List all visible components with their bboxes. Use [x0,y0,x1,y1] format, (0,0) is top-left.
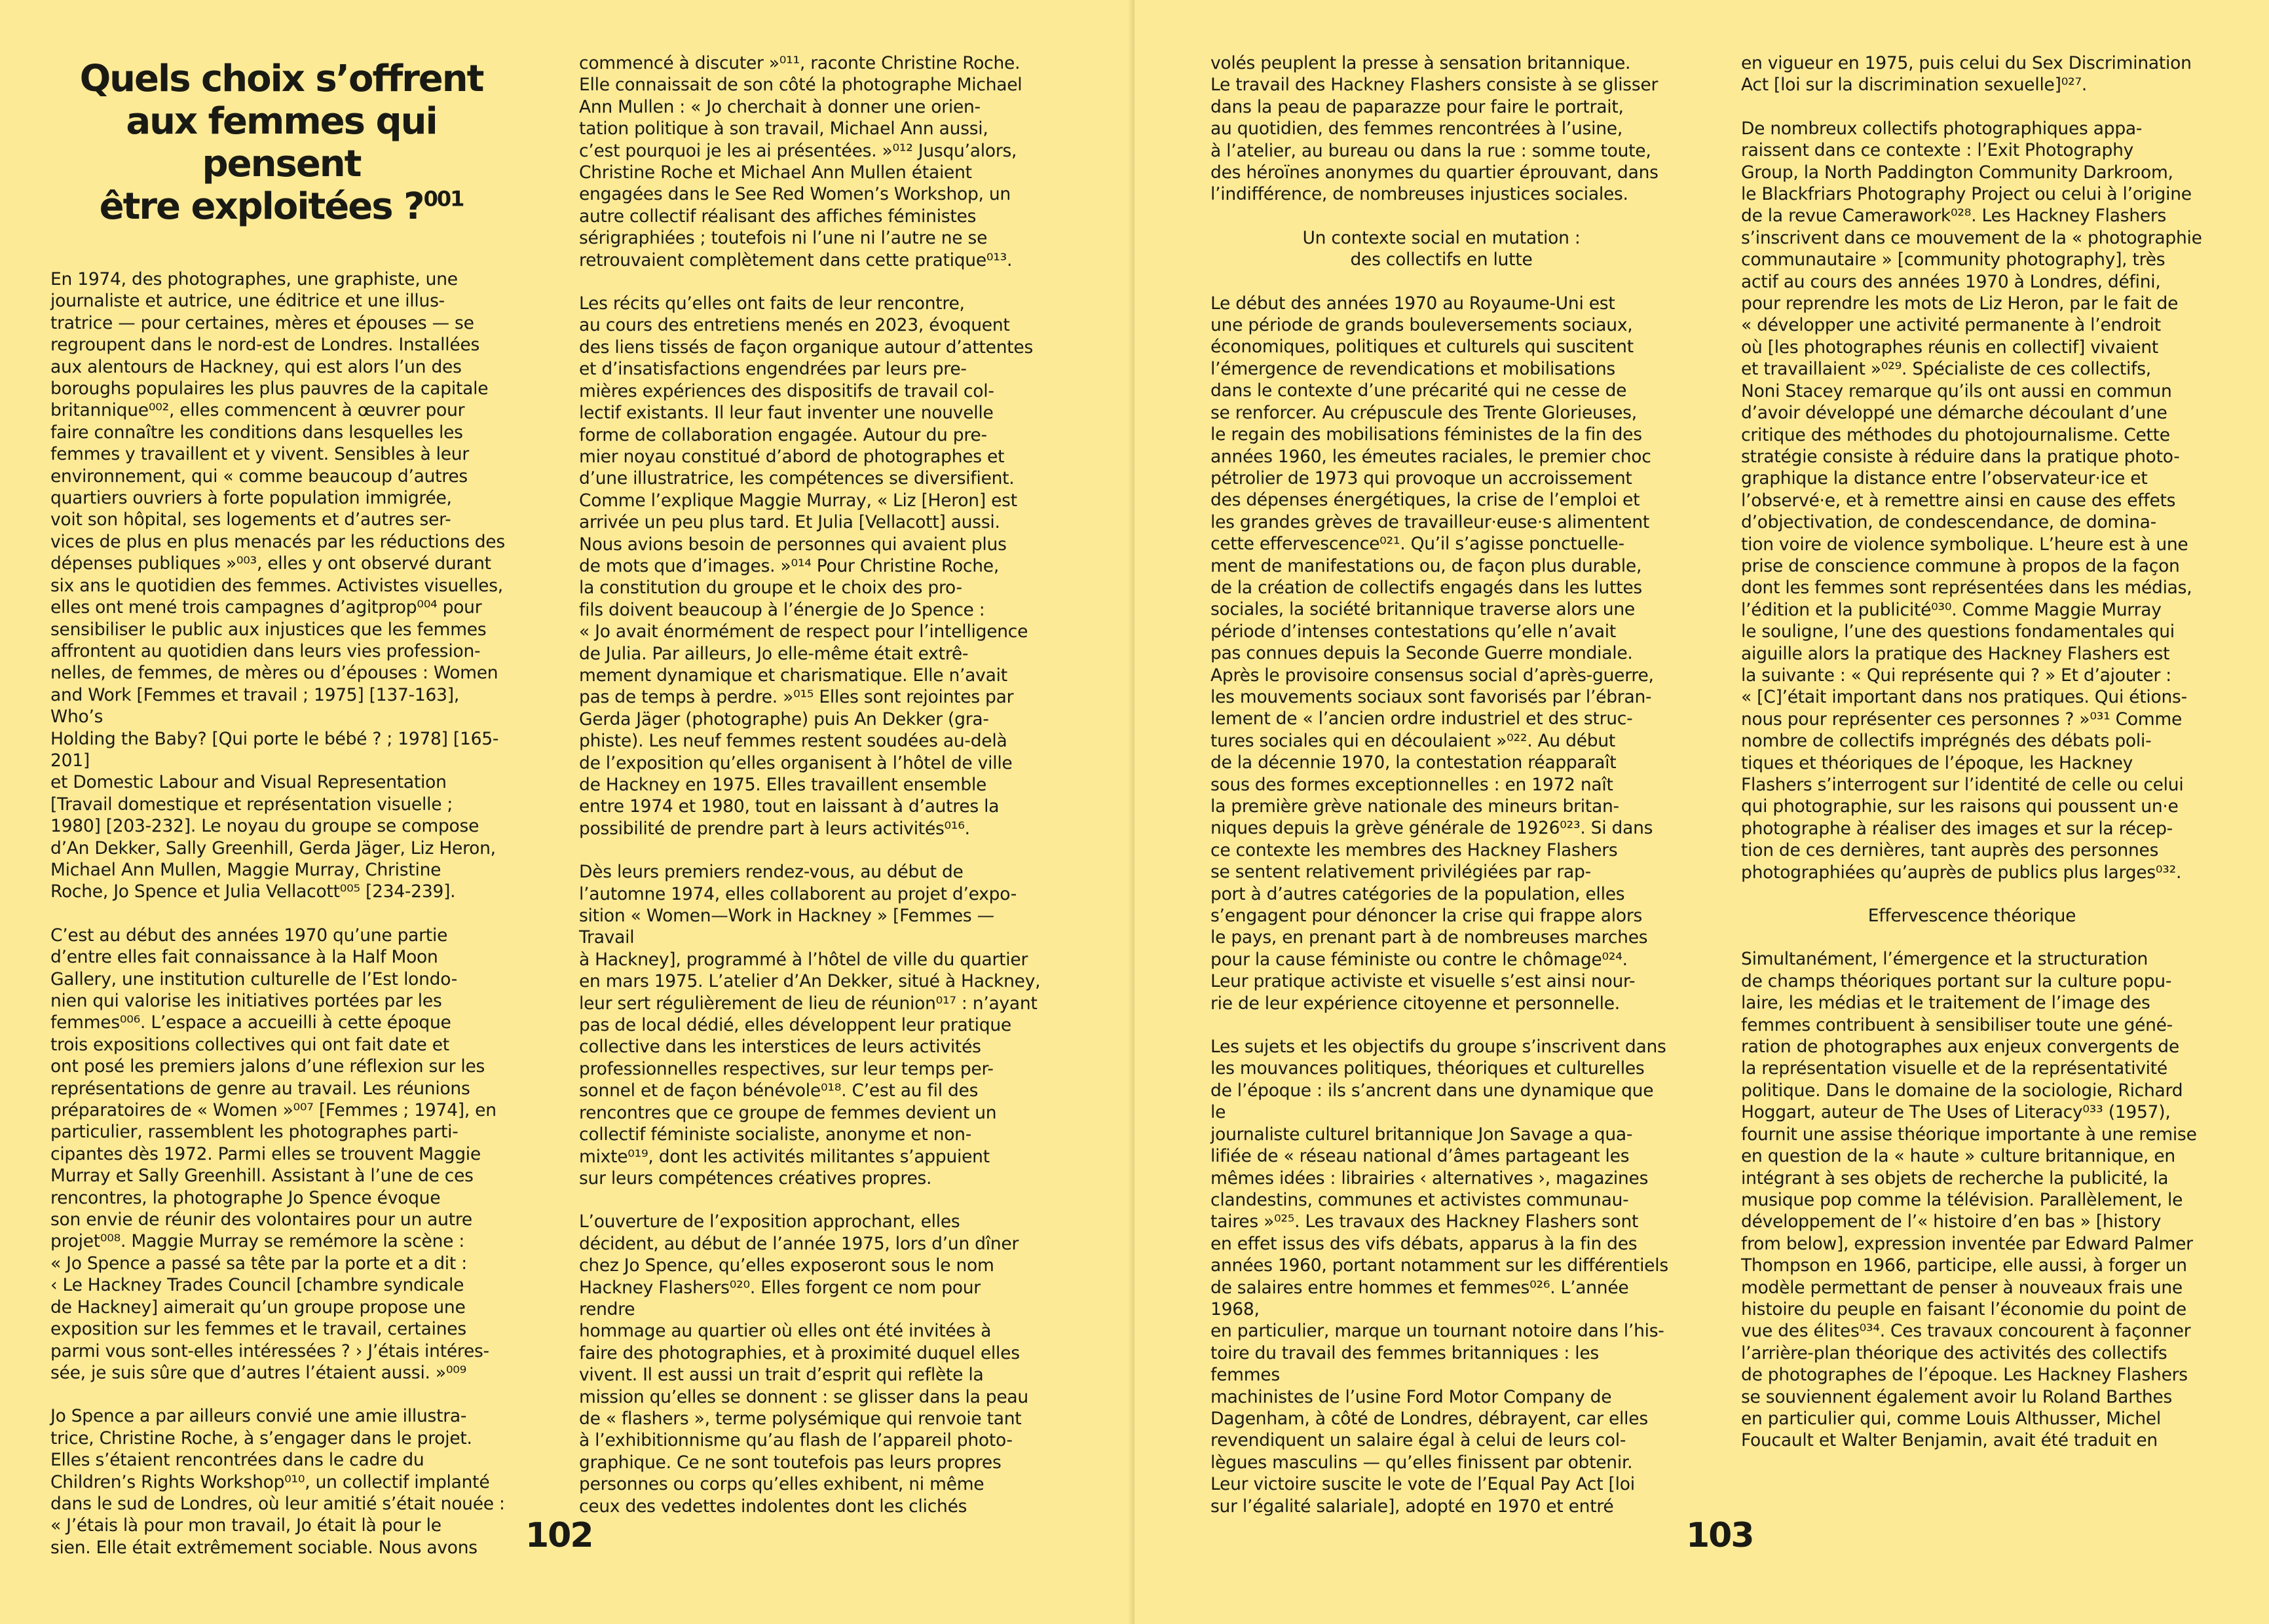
right-column-1 [1210,52,1672,1539]
page-number: 103 [1686,1516,1753,1555]
paragraph: Les sujets et les objectifs du groupe s’inscrivent dans les mouvances politiques, théoriques et culturelles de l’époque : ils s’ancrent dans une dynamique que le journaliste culturel britannique Jon Savage a qua- lifiée de « réseau national d’âmes partageant les mêmes idées : librairies ‹ alternatives ›, magazines clandestins, communes et activistes communau- taires »⁰²⁵. Les travaux des Hackney Flashers sont en effet issus des vifs débats, apparus à la fin des années 1960, portant notamment sur les différentiels de salaires entre hommes et femmes⁰²⁶. L’année 1968, en particulier, marque un tournant notoire dans l’his- toire du travail des femmes britanniques : les femmes machinistes de l’usine Ford Motor Company de Dagenham, à côté de Londres, débrayent, car elles revendiquent un salaire égal à celui de leurs col- lègues masculins — qu’elles finissent par obtenir. Leur victoire suscite le vote de l’Equal Pay Act [loi sur l’égalité salariale], adopté en 1970 et entré [1210,1037,1668,1517]
left-column-1 [50,52,512,1580]
right-column-2 [1741,52,2203,1473]
section-heading: Un contexte social en mutation : des collectifs en lutte [1302,227,1581,270]
paragraph: volés peuplent la presse à sensation britannique. Le travail des Hackney Flashers consiste à se glisser dans la peau de paparazze pour faire le portrait, au quotidien, des femmes rencontrées à l’usine, à l’atelier, au bureau ou dans la rue : somme toute, des héroïnes anonymes du quartier éprouvant, dans l’indifférence, de nombreuses injustices sociales. [1210,53,1659,205]
section-heading: Effervescence théorique [1867,906,2076,927]
paragraph: C’est au début des années 1970 qu’une partie d’entre elles fait connaissance à la Half Moon Gallery, une institution culturelle de l’Est londo- nien qui valorise les initiatives portées par les femmes⁰⁰⁶. L’espace a accueilli à cette époque trois expositions collectives qui ont fait date et ont posé les premiers jalons d’une réflexion sur les représentations de genre au travail. Les réunions préparatoires de « Women »⁰⁰⁷ [Femmes ; 1974], en particulier, rassemblent les photographes parti- cipantes dès 1972. Parmi elles se trouvent Maggie Murray et Sally Greenhill. Assistant à l’une de ces rencontres, la photographe Jo Spence évoque son envie de réunir des volontaires pour un autre projet⁰⁰⁸. Maggie Murray se remémore la scène : « Jo Spence a passé sa tête par la porte et a dit : ‹ Le Hackney Trades Council [chambre syndicale de Hackney] aimerait qu’un groupe propose une exposition sur les femmes et le travail, certaines parmi vous sont-elles intéressées ? › J’étais intéres- sée, je suis sûre que d’autres l’étaient aussi. »⁰⁰⁹ [50,925,497,1383]
paragraph: En 1974, des photographes, une graphiste, une journaliste et autrice, une éditrice et une illus- tratrice — pour certaines, mères et épouses — se regroupent dans le nord-est de Londres. Installées aux alentours de Hackney, qui est alors l’un des boroughs populaires les plus pauvres de la capitale britannique⁰⁰², elles commencent à œuvrer pour faire connaître les conditions dans lesquelles les femmes y travaillent et y vivent. Sensibles à leur environnement, qui « comme beaucoup d’autres quartiers ouvriers à forte population immigrée, voit son hôpital, ses logements et d’autres ser- vices de plus en plus menacés par les réductions des dépenses publiques »⁰⁰³, elles y ont observé durant six ans le quotidien des femmes. Activistes visuelles, elles ont mené trois campagnes d’agitprop⁰⁰⁴ pour sensibiliser le public aux injustices que les femmes affrontent au quotidien dans leurs vies profession- nelles, de femmes, de mères ou d’épouses : Women and Work [Femmes et travail ; 1975] [137-163], Who’s Holding the Baby? [Qui porte le bébé ? ; 1978] [165-201] et Domestic Labour and Visual Representation [Travail domestique et représentation visuelle ; 1980] [203-232]. Le noyau du groupe se compose d’An Dekker, Sally Greenhill, Gerda Jäger, Liz Heron, Michael Ann Mullen, Maggie Murray, Christine Roche, Jo Spence et Julia Vellacott⁰⁰⁵ [234-239]. [50,269,505,902]
paragraph: Dès leurs premiers rendez-vous, au début de l’automne 1974, elles collaborent au projet d’expo- sition « Women—Work in Hackney » [Femmes — Travail à Hackney], programmé à l’hôtel de ville du quartier en mars 1975. L’atelier d’An Dekker, situé à Hackney, leur sert régulièrement de lieu de réunion⁰¹⁷ : n’ayant pas de local dédié, elles développent leur pratique collective dans les interstices de leurs activités professionnelles respectives, sur leur temps per- sonnel et de façon bénévole⁰¹⁸. C’est au fil des rencontres que ce groupe de femmes devient un collectif féministe socialiste, anonyme et non- mixte⁰¹⁹, dont les activités militantes s’appuient sur leurs compétences créatives propres. [579,862,1041,1189]
paragraph: Simultanément, l’émergence et la structuration de champs théoriques portant sur la culture popu- laire, les médias et le traitement de l’image des femmes contribuent à sensibiliser toute une géné- ration de photographes aux enjeux convergents de la représentation visuelle et de la représentativité politique. Dans le domaine de la sociologie, Richard Hoggart, auteur de The Uses of Literacy⁰³³ (1957), fournit une assise théorique importante à une remise en question de la « haute » culture britannique, en intégrant à ses objets de recherche la publicité, la musique pop comme la télévision. Parallèlement, le développement de l’« histoire d’en bas » [history from below], expression inventée par Edward Palmer Thompson en 1966, participe, elle aussi, à forger un modèle permettant de penser à nouveaux frais une histoire du peuple en faisant l’économie du point de vue des élites⁰³⁴. Ces travaux concourent à façonner l’arrière-plan théorique des activités des collectifs de photographes de l’époque. Les Hackney Flashers se souviennent également avoir lu Roland Barthes en particulier qui, comme Louis Althusser, Michel Foucault et Walter Benjamin, avait été traduit en [1741,949,2197,1451]
paragraph: De nombreux collectifs photographiques appa- raissent dans ce contexte : l’Exit Photography Group, la North Paddington Community Darkroom, le Blackfriars Photography Project ou celui à l’origine de la revue Camerawork⁰²⁸. Les Hackney Flashers s’inscrivent dans ce mouvement de la « photographie communautaire » [community photography], très actif au cours des années 1970 à Londres, défini, pour reprendre les mots de Liz Heron, par le fait de « développer une activité permanente à l’endroit où [les photographes réunis en collectif] vivaient et travaillaient »⁰²⁹. Spécialiste de ces collectifs, Noni Stacey remarque qu’ils ont aussi en commun d’avoir développé une démarche découlant d’une critique des méthodes du photojournalisme. Cette stratégie consiste à réduire dans la pratique photo- graphique la distance entre l’observateur·ice et l’observé·e, et à remettre ainsi en cause des effets d’objectivation, de condescendance, de domina- tion voire de violence symbolique. L’heure est à une prise de conscience commune à propos de la façon dont les femmes sont représentées dans les médias, l’édition et la publicité⁰³⁰. Comme Maggie Murray le souligne, l’une des questions fondamentales qui aiguille alors la pratique des Hackney Flashers est la suivante : « Qui représente qui ? » Et d’ajouter : « [C]’était important dans nos pratiques. Qui étions- nous pour représenter ces personnes ? »⁰³¹ Comme nombre de collectifs imprégnés des débats poli- tiques et théoriques de l’époque, les Hackney Flashers s’interrogent sur l’identité de celle ou celui qui photographie, sur les raisons qui poussent un·e photographe à réaliser des images et sur la récep- tion de ces dernières, tant auprès des personnes photographiées qu’auprès de publics plus larges⁰³². [1741,118,2202,883]
title-footnote-marker: 001 [423,186,464,212]
paragraph: en vigueur en 1975, puis celui du Sex Discrimination Act [loi sur la discrimination sexuelle]⁰²⁷. [1741,53,2192,96]
chapter-title: Quels choix s’offrent aux femmes qui pensent être exploitées ?$^{001}$ [79,58,483,228]
left-column-2 [579,52,1041,1539]
left-page [0,0,1134,1624]
paragraph: Jo Spence a par ailleurs convié une amie illustra- trice, Christine Roche, à s’engager dans le projet. Elles s’étaient rencontrées dans le cadre du Children’s Rights Workshop⁰¹⁰, un collectif implanté dans le sud de Londres, où leur amitié s’était nouée : « J’étais là pour mon travail, Jo était là pour le sien. Elle était extrêmement sociable. Nous avons [50,1406,505,1558]
paragraph: Les récits qu’elles ont faits de leur rencontre, au cours des entretiens menés en 2023, évoquent des liens tissés de façon organique autour d’attentes et d’insatisfactions engendrées par leurs pre- mières expériences des dispositifs de travail col- lectif existants. Il leur faut inventer une nouvelle forme de collaboration engagée. Autour du pre- mier noyau constitué d’abord de photographes et d’une illustratrice, les compétences se diversifient. Comme l’explique Maggie Murray, « Liz [Heron] est arrivée un peu plus tard. Et Julia [Vellacott] aussi. Nous avions besoin de personnes qui avaient plus de mots que d’images. »⁰¹⁴ Pour Christine Roche, la constitution du groupe et le choix des pro- fils doivent beaucoup à l’énergie de Jo Spence : « Jo avait énormément de respect pour l’intelligence de Julia. Par ailleurs, Jo elle-même était extrê- mement dynamique et charismatique. Elle n’avait pas de temps à perdre. »⁰¹⁵ Elles sont rejointes par Gerda Jäger (photographe) puis An Dekker (gra- phiste). Les neuf femmes restent soudées au-delà de l’exposition qu’elles organisent à l’hôtel de ville de Hackney en 1975. Elles travaillent ensemble entre 1974 et 1980, tout en laissant à d’autres la possibilité de prendre part à leurs activités⁰¹⁶. [579,293,1033,839]
paragraph: Le début des années 1970 au Royaume-Uni est une période de grands bouleversements sociaux, économiques, politiques et culturels qui suscitent l’émergence de revendications et mobilisations dans le contexte d’une précarité qui ne cesse de se renforcer. Au crépuscule des Trente Glorieuses, le regain des mobilisations féministes de la fin des années 1960, les émeutes raciales, le premier choc pétrolier de 1973 qui provoque un accroissement des dépenses énergétiques, la crise de l’emploi et les grandes grèves de travailleur·euse·s alimentent cette effervescence⁰²¹. Qu’il s’agisse ponctuelle- ment de manifestations ou, de façon plus durable, de la création de collectifs engagés dans les luttes sociales, la société britannique traverse alors une période d’intenses contestations qu’elle n’avait pas connues depuis la Seconde Guerre mondiale. Après le provisoire consensus social d’après-guerre, les mouvements sociaux sont favorisés par l’ébran- lement de « l’ancien ordre industriel et des struc- tures sociales qui en découlaient »⁰²². Au début de la décennie 1970, la contestation réapparaît sous des formes exceptionnelles : en 1972 naît la première grève nationale des mineurs britan- niques depuis la grève générale de 1926⁰²³. Si dans ce contexte les membres des Hackney Flashers se sentent relativement privilégiées par rap- port à d’autres catégories de la population, elles s’engagent pour dénoncer la crise qui frappe alors le pays, en prenant part à de nombreuses marches pour la cause féministe ou contre le chômage⁰²⁴. Leur pratique activiste et visuelle s’est ainsi nour- rie de leur expérience citoyenne et personnelle. [1210,293,1654,1014]
right-page [1134,0,2269,1624]
paragraph: commencé à discuter »⁰¹¹, raconte Christine Roche. Elle connaissait de son côté la photographe Michael Ann Mullen : « Jo cherchait à donner une orien- tation politique à son travail, Michael Ann aussi, c’est pourquoi je les ai présentées. »⁰¹² Jusqu’alors, Christine Roche et Michael Ann Mullen étaient engagées dans le See Red Women’s Workshop, un autre collectif réalisant des affiches féministes sérigraphiées ; toutefois ni l’une ni l’autre ne se retrouvaient complètement dans cette pratique⁰¹³. [579,53,1022,270]
paragraph: L’ouverture de l’exposition approchant, elles décident, au début de l’année 1975, lors d’un dîner chez Jo Spence, qu’elles exposeront sous le nom Hackney Flashers⁰²⁰. Elles forgent ce nom pour rendre hommage au quartier où elles ont été invitées à faire des photographies, et à proximité duquel elles vivent. Il est aussi un trait d’esprit qui reflète la mission qu’elles se donnent : se glisser dans la peau de « flashers », terme polysémique qui renvoie tant à l’exhibitionnisme qu’au flash de l’appareil photo- graphique. Ce ne sont toutefois pas leurs propres personnes ou corps qu’elles exhibent, ni même ceux des vedettes indolentes dont les clichés [579,1211,1028,1517]
page-number: 102 [525,1516,593,1555]
